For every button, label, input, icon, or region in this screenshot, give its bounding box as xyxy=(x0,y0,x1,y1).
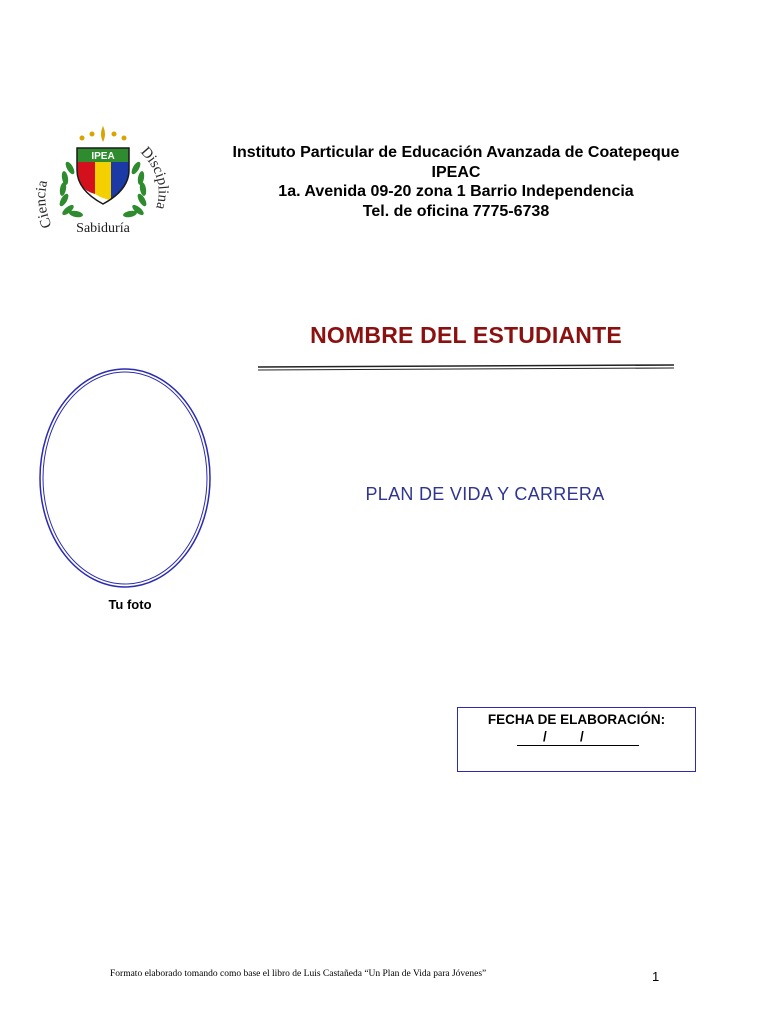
plan-title: PLAN DE VIDA Y CARRERA xyxy=(365,484,605,504)
student-name-heading: NOMBRE DEL ESTUDIANTE xyxy=(310,322,622,348)
institution-address: 1a. Avenida 09-20 zona 1 Barrio Independencia xyxy=(278,183,634,200)
date-field[interactable] xyxy=(517,729,639,746)
svg-text:IPEA: IPEA xyxy=(91,151,115,162)
name-underline xyxy=(258,360,674,370)
photo-frame xyxy=(34,366,216,592)
photo-label: Tu foto xyxy=(108,597,152,612)
date-label: FECHA DE ELABORACIÓN: xyxy=(487,712,666,727)
institution-acronym: IPEAC xyxy=(431,163,481,181)
arc-left-text: Ciencia xyxy=(33,178,56,231)
institution-name: Instituto Particular de Educación Avanzada de Coatepeque xyxy=(232,144,680,161)
footer-note: Formato elaborado tomando como base el libro de Luis Castañeda “Un Plan de Vida para Jóvenes” xyxy=(110,969,487,979)
motto-text: Sabiduría xyxy=(76,221,130,236)
shield-icon xyxy=(77,148,129,204)
date-separator-1: / xyxy=(543,729,547,744)
arc-right-text: Disciplina xyxy=(137,144,171,212)
school-logo xyxy=(30,122,176,240)
stars-icon xyxy=(80,126,127,142)
page-number: 1 xyxy=(652,969,660,984)
institution-header xyxy=(180,143,732,221)
institution-phone: Tel. de oficina 7775-6738 xyxy=(362,202,550,220)
date-separator-2: / xyxy=(580,729,584,744)
